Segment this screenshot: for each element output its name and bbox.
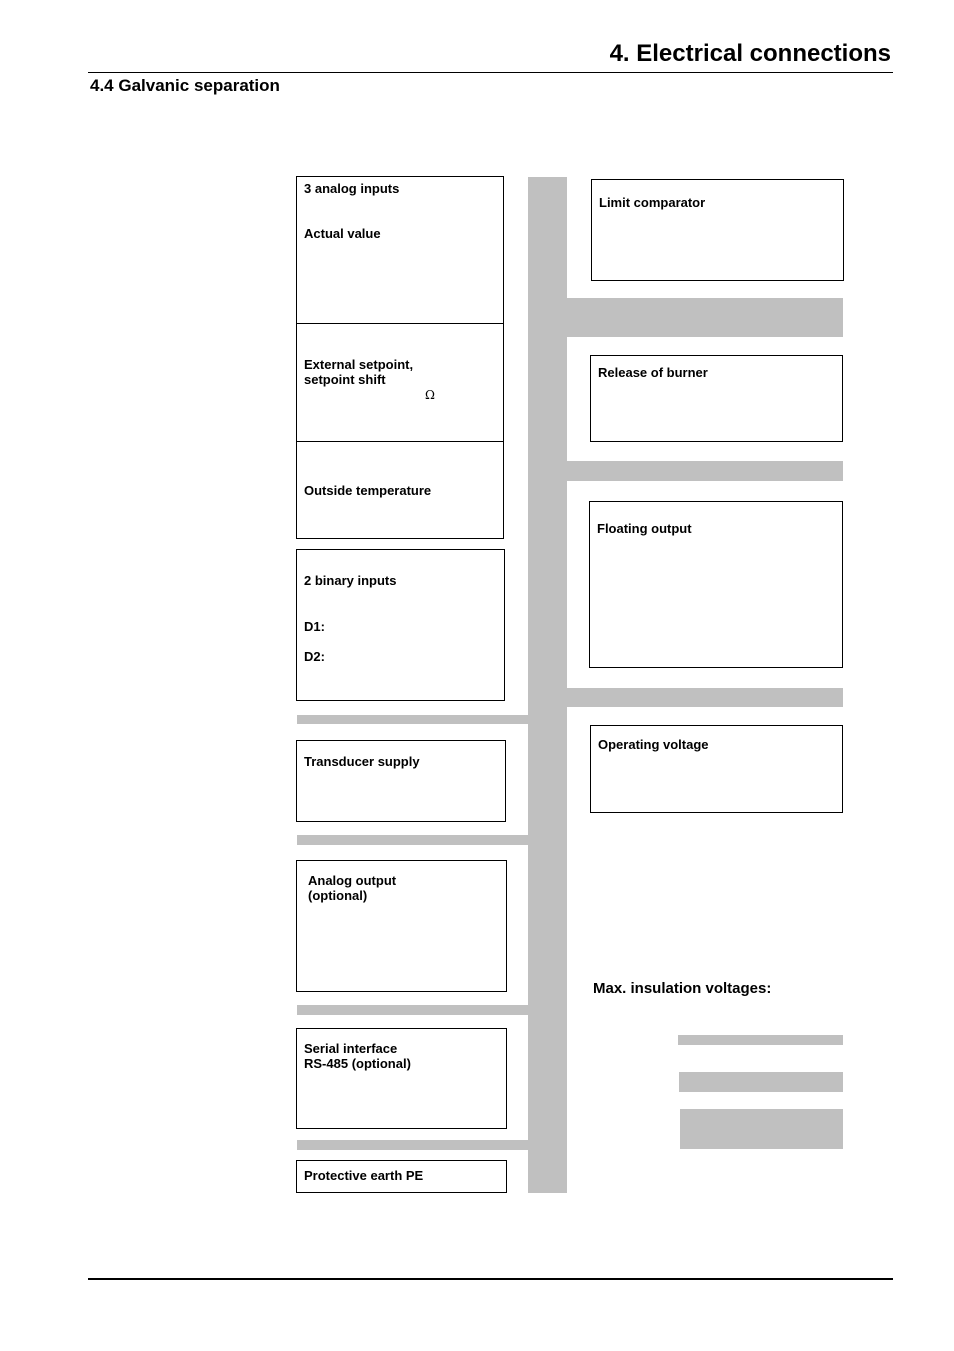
operating-voltage-box: [590, 725, 843, 813]
separation-bar-vertical: [528, 177, 567, 1193]
section-title: 4.4 Galvanic separation: [90, 76, 280, 95]
separation-bar-right-3: [567, 688, 843, 707]
limit-comparator-box: [591, 179, 844, 281]
transducer-supply-box: [296, 740, 506, 822]
separation-bar-left-1: [297, 715, 528, 724]
analog-output-box: [296, 860, 507, 992]
binary-input-d1: D1:: [304, 619, 325, 634]
binary-input-d2: D2:: [304, 649, 325, 664]
serial-interface-label: Serial interface RS-485 (optional): [304, 1041, 411, 1071]
transducer-supply-label: Transducer supply: [304, 754, 420, 769]
separation-bar-right-1: [567, 298, 843, 337]
outside-temperature-label: Outside temperature: [304, 483, 432, 498]
separation-bar-right-2: [567, 461, 843, 481]
separation-bar-left-3: [297, 1005, 528, 1015]
legend-title: Max. insulation voltages:: [593, 980, 772, 997]
release-of-burner-box: [590, 355, 843, 442]
legend-bar-thin: [678, 1035, 843, 1045]
protective-earth-box: [296, 1160, 507, 1193]
header-rule: [88, 72, 893, 73]
binary-inputs-title: 2 binary inputs: [304, 573, 397, 588]
analog-inputs-title: 3 analog inputs: [304, 181, 400, 196]
floating-output-box: [589, 501, 843, 668]
actual-value-label: Actual value: [304, 226, 381, 241]
protective-earth-label: Protective earth PE: [304, 1168, 424, 1183]
legend-bar-thick: [680, 1109, 843, 1149]
separation-bar-left-2: [297, 835, 528, 845]
release-of-burner-label: Release of burner: [598, 365, 708, 380]
limit-comparator-label: Limit comparator: [599, 195, 706, 210]
analog-inputs-box: [296, 176, 504, 325]
operating-voltage-label: Operating voltage: [598, 737, 709, 752]
serial-interface-box: [296, 1028, 507, 1129]
separation-bar-left-4: [297, 1140, 528, 1150]
footer-rule: [88, 1278, 893, 1280]
external-setpoint-box: [296, 323, 504, 443]
ohm-symbol: Ω: [425, 388, 435, 402]
binary-inputs-box: [296, 549, 505, 701]
legend-bar-medium: [679, 1072, 843, 1092]
floating-output-label: Floating output: [597, 521, 692, 536]
external-setpoint-label: External setpoint, setpoint shift: [304, 357, 414, 387]
analog-output-label: Analog output (optional): [308, 873, 397, 903]
chapter-title: 4. Electrical connections: [609, 40, 891, 67]
outside-temperature-box: [296, 441, 504, 539]
